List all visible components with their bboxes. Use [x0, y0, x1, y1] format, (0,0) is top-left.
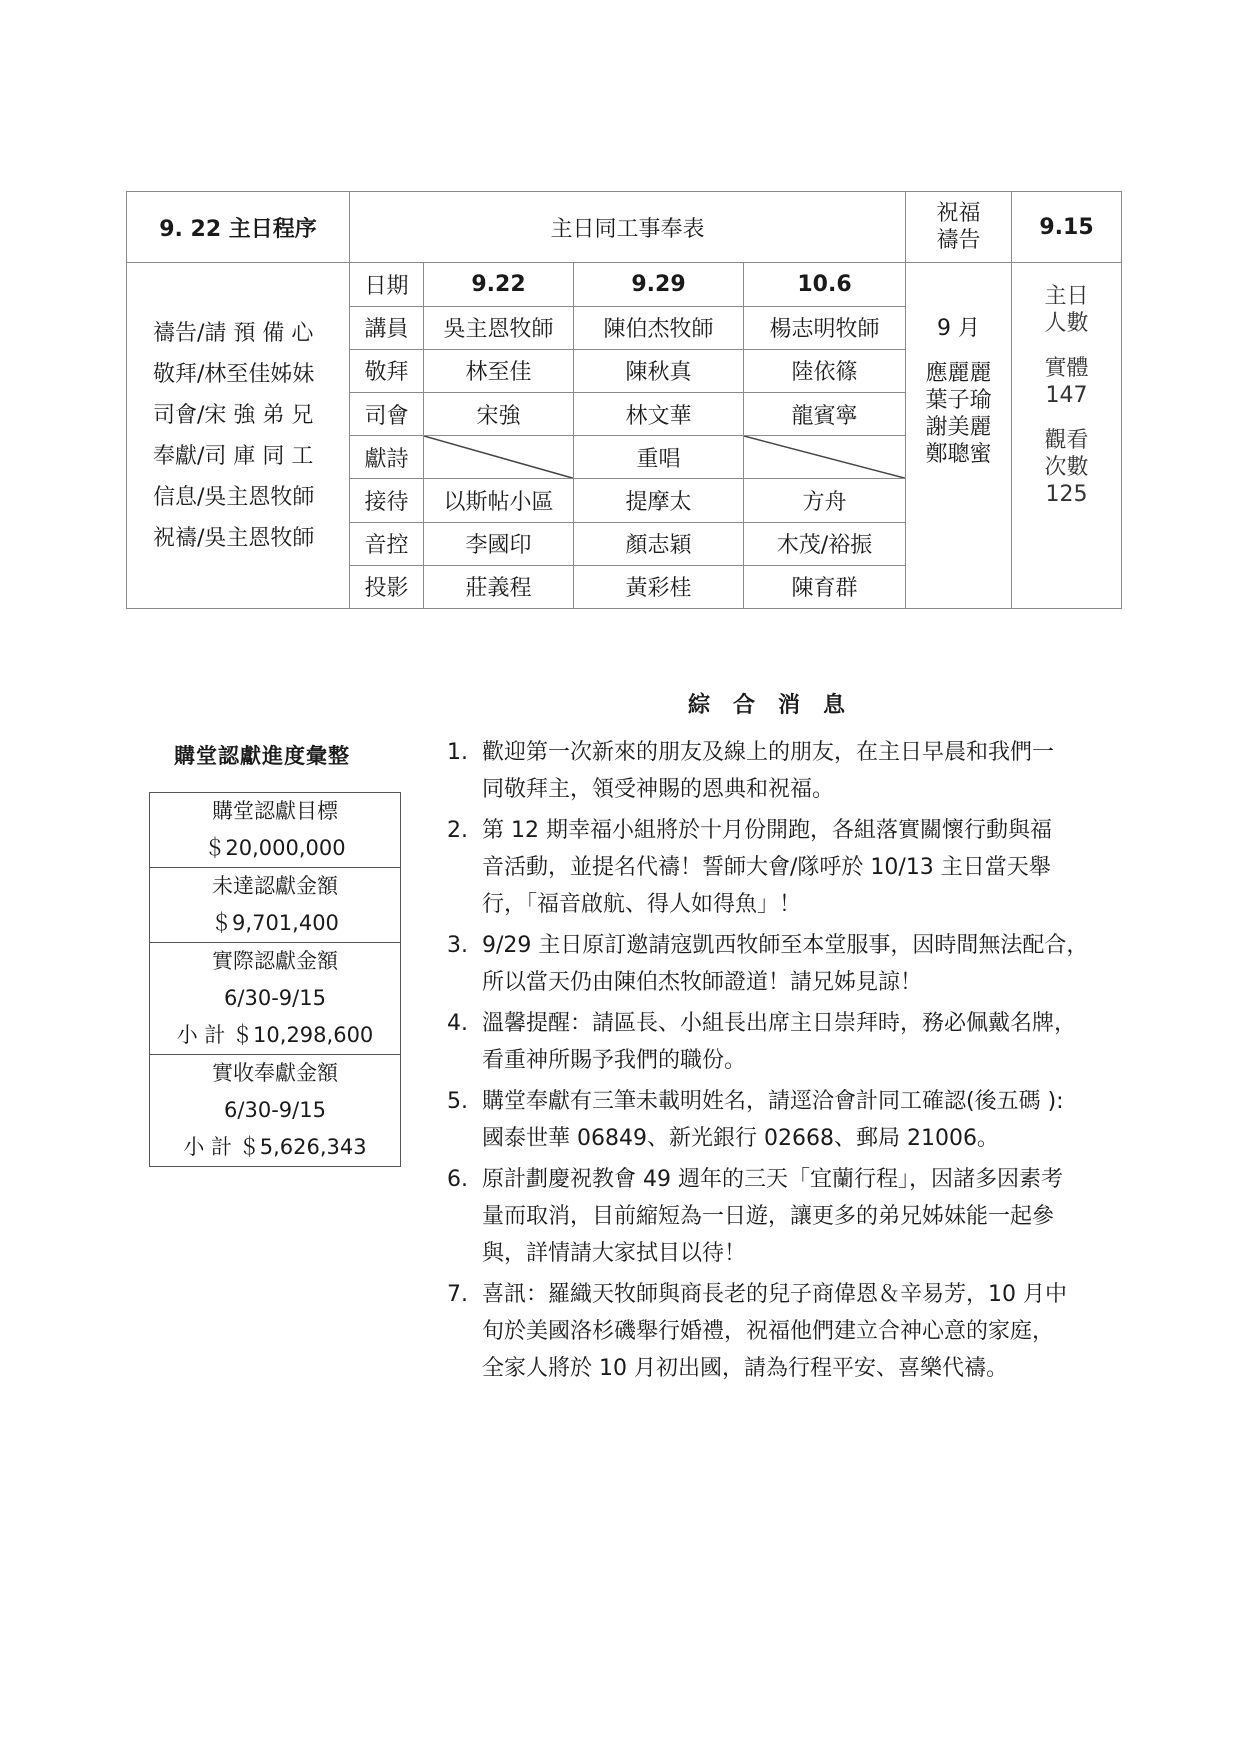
news-number: 4. [447, 1011, 468, 1036]
program-item: 禱告/請 預 備 心 [153, 320, 314, 346]
service-schedule-table [126, 191, 1122, 609]
program-item: 司會/宋 強 弟 兄 [153, 402, 314, 428]
duty-date: 10.6 [744, 263, 906, 306]
duty-date: 9.29 [574, 263, 744, 306]
blessing-list [906, 263, 1012, 609]
duty-role: 講員 [350, 306, 424, 349]
duty-cell: 陸依篠 [744, 349, 906, 392]
program-list [127, 263, 350, 609]
blessing-header: 祝福 禱告 [906, 192, 1012, 263]
duty-cell: 方舟 [744, 479, 906, 522]
duty-role: 音控 [350, 522, 424, 565]
duty-cell: 陳伯杰牧師 [574, 306, 744, 349]
views-label: 次數 [1044, 455, 1089, 481]
duty-cell: 楊志明牧師 [744, 306, 906, 349]
blessing-month: 9 月 [937, 316, 981, 342]
news-number: 7. [447, 1282, 468, 1307]
news-item: 2. 第 12 期幸福小組將於十月份開跑，各組落實關懷行動與福 音活動，並提名代禱！誓師大會/隊呼於 10/13 主日當天舉 行，「福音啟航、得人如得魚」！ [447, 812, 1107, 923]
fund-remaining: 未達認獻金額 ＄9,701,400 [150, 868, 400, 943]
news-number: 6. [447, 1167, 468, 1192]
program-item: 敬拜/林至佳姊妹 [153, 361, 315, 387]
duty-cell: 木茂/裕振 [744, 522, 906, 565]
attendance-header: 9.15 [1012, 192, 1122, 263]
duty-role: 獻詩 [350, 436, 424, 479]
views-value: 125 [1045, 482, 1088, 508]
news-number: 5. [447, 1089, 468, 1114]
duty-role: 日期 [350, 263, 424, 306]
program-item: 祝禱/吳主恩牧師 [153, 525, 315, 551]
duty-cell: 莊義程 [424, 565, 574, 608]
duty-role: 敬拜 [350, 349, 424, 392]
news-number: 1. [447, 740, 468, 765]
duty-cell: 黃彩桂 [574, 565, 744, 608]
physical-value: 147 [1045, 383, 1088, 409]
duty-cell: 提摩太 [574, 479, 744, 522]
empty-cell-slash [744, 436, 906, 479]
news-item: 5. 購堂奉獻有三筆未載明姓名，請逕洽會計同工確認(後五碼 ): 國泰世華 06849、新光銀行 02668、郵局 21006。 [447, 1083, 1107, 1157]
news-list [447, 734, 1107, 1391]
duty-cell: 陳育群 [744, 565, 906, 608]
news-number: 3. [447, 933, 468, 958]
fund-target: 購堂認獻目標 ＄20,000,000 [150, 793, 400, 868]
empty-cell-slash [424, 436, 574, 479]
duty-cell: 陳秋真 [574, 349, 744, 392]
duty-cell: 林文華 [574, 392, 744, 435]
blessing-name: 葉子瑜 [925, 388, 992, 414]
duty-cell: 龍賓寧 [744, 392, 906, 435]
attendance-label: 人數 [1044, 311, 1089, 337]
duty-cell: 重唱 [574, 436, 744, 479]
physical-label: 實體 [1044, 356, 1089, 382]
news-number: 2. [447, 818, 468, 843]
news-title: 綜合消息 [688, 693, 869, 718]
duty-cell: 顏志穎 [574, 522, 744, 565]
duty-row-date [127, 263, 1122, 306]
news-item: 1. 歡迎第一次新來的朋友及線上的朋友，在主日早晨和我們一 同敬拜主，領受神賜的恩典和祝福。 [447, 734, 1107, 808]
program-header: 9. 22 主日程序 [127, 192, 350, 263]
views-label: 觀看 [1044, 428, 1089, 454]
program-item: 信息/吳主恩牧師 [153, 484, 315, 510]
fund-title: 購堂認獻進度彙整 [174, 744, 350, 768]
news-item: 3. 9/29 主日原訂邀請寇凱西牧師至本堂服事，因時間無法配合， 所以當天仍由陳伯杰牧師證道！請兄姊見諒！ [447, 927, 1107, 1001]
duty-role: 投影 [350, 565, 424, 608]
news-item: 7. 喜訊：羅織天牧師與商長老的兒子商偉恩＆辛易芳，10 月中 旬於美國洛杉磯舉行婚禮，祝福他們建立合神心意的家庭， 全家人將於 10 月初出國，請為行程平安、喜樂代禱。 [447, 1276, 1107, 1387]
news-item: 6. 原計劃慶祝教會 49 週年的三天「宜蘭行程」，因諸多因素考 量而取消，目前縮短為一日遊，讓更多的弟兄姊妹能一起參 與，詳情請大家拭目以待！ [447, 1161, 1107, 1272]
program-item: 奉獻/司 庫 同 工 [153, 443, 314, 469]
news-item: 4. 溫馨提醒：請區長、小組長出席主日崇拜時，務必佩戴名牌， 看重神所賜予我們的職份。 [447, 1005, 1107, 1079]
attendance-label: 主日 [1044, 284, 1089, 310]
duty-cell: 林至佳 [424, 349, 574, 392]
blessing-name: 謝美麗 [925, 415, 992, 441]
attendance-stats [1012, 263, 1122, 609]
duty-cell: 以斯帖小區 [424, 479, 574, 522]
duty-header: 主日同工事奉表 [350, 192, 906, 263]
fund-pledged: 實際認獻金額 6/30-9/15 小 計 ＄10,298,600 [150, 943, 400, 1055]
schedule-header-row [127, 192, 1122, 263]
blessing-name: 鄭聰蜜 [925, 442, 992, 468]
duty-date: 9.22 [424, 263, 574, 306]
duty-cell: 李國印 [424, 522, 574, 565]
duty-role: 司會 [350, 392, 424, 435]
duty-cell: 宋強 [424, 392, 574, 435]
duty-role: 接待 [350, 479, 424, 522]
blessing-name: 應麗麗 [925, 361, 992, 387]
duty-cell: 吳主恩牧師 [424, 306, 574, 349]
fund-progress-box [149, 792, 401, 1167]
fund-received: 實收奉獻金額 6/30-9/15 小 計 ＄5,626,343 [183, 1061, 367, 1159]
